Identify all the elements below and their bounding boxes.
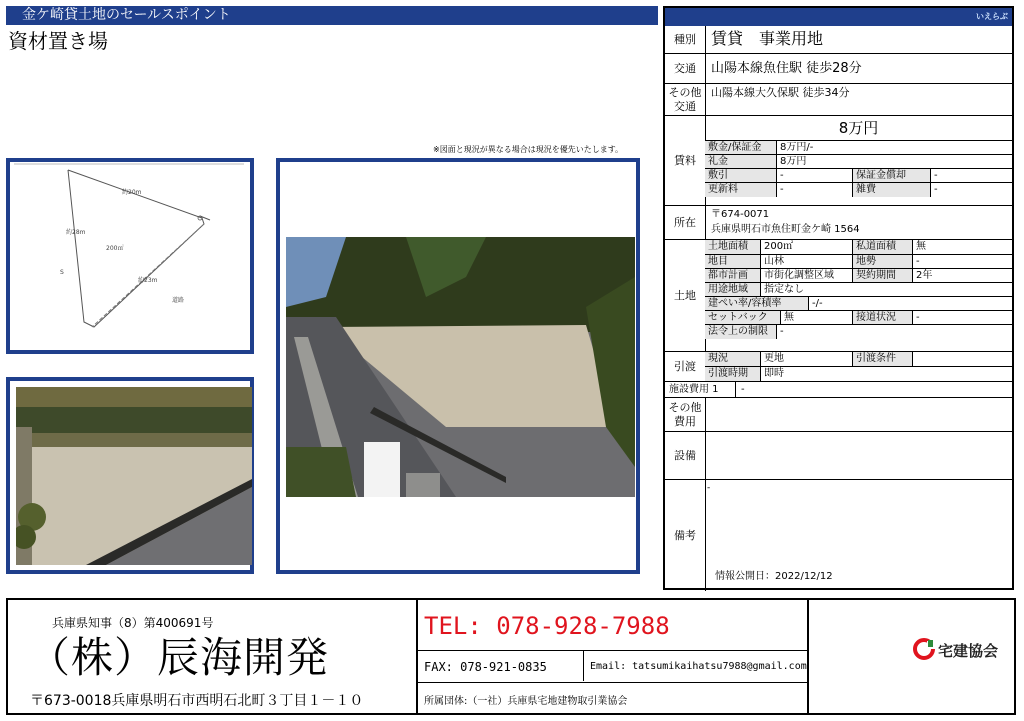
city-plan-value: 市街化調整区域 xyxy=(761,269,853,283)
city-plan-label: 都市計画 xyxy=(705,269,761,283)
takken-logo-icon xyxy=(913,638,935,660)
land-cat-label: 地目 xyxy=(705,255,761,269)
hand-time-value: 即時 xyxy=(764,368,784,379)
company-name: （株）辰海開発 xyxy=(28,633,330,682)
email-address[interactable]: Email: tatsumikaihatsu7988@gmail.com xyxy=(590,661,807,672)
map-s-label: S xyxy=(60,269,64,276)
shiki-label: 敷引 xyxy=(705,169,777,183)
hand-cond-label: 引渡条件 xyxy=(853,352,913,366)
facility-value: - xyxy=(741,384,745,395)
zoning-value: 指定なし xyxy=(764,284,804,295)
handover-label: 引渡 xyxy=(665,352,706,382)
row-other-cost xyxy=(665,397,1012,432)
renewal-label: 更新料 xyxy=(705,183,777,197)
map-dim-top: 約20m xyxy=(122,189,142,196)
property-spec-table xyxy=(663,6,1014,590)
map-area-label: 200㎡ xyxy=(106,245,124,252)
map-road-label: 道路 xyxy=(172,297,185,304)
company-address: 〒673-0018兵庫県明石市西明石北町３丁目１－１０ xyxy=(30,693,364,709)
zip-code: 〒674-0071 xyxy=(711,209,770,220)
company-footer xyxy=(6,598,1016,715)
equip-label: 設備 xyxy=(665,432,706,480)
other-cost-label: その他費用 xyxy=(665,398,706,432)
guarantee-dep-label: 保証金償却 xyxy=(853,169,931,183)
other-access-label: その他交通 xyxy=(665,84,706,116)
legal-value: - xyxy=(780,326,784,337)
terrain-label: 地勢 xyxy=(853,255,913,269)
deposit-value: 8万円/- xyxy=(780,142,814,153)
takken-badge-text: 宅建協会 xyxy=(938,642,999,660)
status-label: 現況 xyxy=(705,352,761,366)
remarks-label: 備考 xyxy=(665,480,706,591)
bcr-label: 建ぺい率/容積率 xyxy=(705,297,809,311)
location-label: 所在 xyxy=(665,206,706,240)
misc-label: 雑費 xyxy=(853,183,931,197)
site-photo-large-panel xyxy=(276,158,640,574)
land-cat-value: 山林 xyxy=(761,255,853,269)
bcr-value: -/- xyxy=(812,298,823,309)
hand-time-label: 引渡時期 xyxy=(705,367,761,381)
status-value: 更地 xyxy=(761,352,853,366)
deposit-label: 敷金/保証金 xyxy=(705,141,777,155)
brand-logo: いえらぶ xyxy=(665,8,1012,26)
publish-date: 情報公開日：2022/12/12 xyxy=(715,571,833,582)
access-value: 山陽本線魚住駅 徒歩28分 xyxy=(711,61,862,76)
rent-label: 賃料 xyxy=(665,116,706,206)
land-area-label: 土地面積 xyxy=(705,240,761,254)
plot-map-panel xyxy=(6,158,254,354)
facility-label: 施設費用 1 xyxy=(669,384,719,395)
private-road-value: 無 xyxy=(916,241,926,252)
row-location xyxy=(665,205,1012,240)
row-type xyxy=(665,26,1012,53)
type-label: 種別 xyxy=(665,26,706,53)
disclaimer-note: ※図面と現況が異なる場合は現況を優先いたします。 xyxy=(433,145,624,154)
other-access-value: 山陽本線大久保駅 徒歩34分 xyxy=(711,86,850,99)
access-label: 交通 xyxy=(665,54,706,84)
zoning-label: 用途地域 xyxy=(705,283,761,297)
key-money-label: 礼金 xyxy=(705,155,777,169)
association-text: 所属団体:（一社）兵庫県宅地建物取引業協会 xyxy=(424,696,628,707)
terrain-value: - xyxy=(916,256,920,267)
type-value: 賃貸 事業用地 xyxy=(711,29,824,48)
misc-value: - xyxy=(934,184,938,195)
contract-value: 2年 xyxy=(916,270,933,281)
setback-label: セットバック xyxy=(705,311,781,325)
row-land xyxy=(665,239,1012,352)
key-money-value: 8万円 xyxy=(780,156,807,167)
site-photo-small-panel xyxy=(6,377,254,574)
setback-value: 無 xyxy=(781,311,853,325)
shiki-value: - xyxy=(777,169,853,183)
land-area-value: 200㎡ xyxy=(761,240,853,254)
map-dim-left: 約28m xyxy=(66,229,86,236)
site-photo-small xyxy=(16,387,252,565)
contract-label: 契約期間 xyxy=(853,269,913,283)
row-access xyxy=(665,53,1012,84)
private-road-label: 私道面積 xyxy=(853,240,913,254)
legal-label: 法令上の制限 xyxy=(705,325,777,339)
plot-map-drawing xyxy=(10,162,250,350)
site-photo-large xyxy=(286,237,635,497)
renewal-value: - xyxy=(777,183,853,197)
fax-number: FAX: 078-921-0835 xyxy=(424,660,547,674)
address-value: 兵庫県明石市魚住町金ケ崎 1564 xyxy=(711,224,860,235)
row-handover xyxy=(665,351,1012,382)
page-title: 金ケ崎貸土地のセールスポイント xyxy=(6,6,658,25)
license-number: 兵庫県知事（8）第400691号 xyxy=(52,616,214,630)
tel-number[interactable]: TEL: 078-928-7988 xyxy=(424,612,670,640)
map-dim-center: 約23m xyxy=(138,277,158,284)
road-access-value: - xyxy=(916,312,920,323)
row-equipment xyxy=(665,431,1012,480)
row-other-access xyxy=(665,83,1012,116)
row-remarks xyxy=(665,479,1012,591)
rent-value: 8万円 xyxy=(838,119,879,137)
guarantee-dep-value: - xyxy=(934,170,938,181)
page-subtitle: 資材置き場 xyxy=(8,29,108,53)
remarks-value: - xyxy=(707,483,711,493)
road-access-label: 接道状況 xyxy=(853,311,913,325)
land-label: 土地 xyxy=(665,240,706,352)
row-facility xyxy=(665,381,1012,398)
row-rent xyxy=(665,115,1012,206)
hand-cond-value xyxy=(913,352,1012,366)
